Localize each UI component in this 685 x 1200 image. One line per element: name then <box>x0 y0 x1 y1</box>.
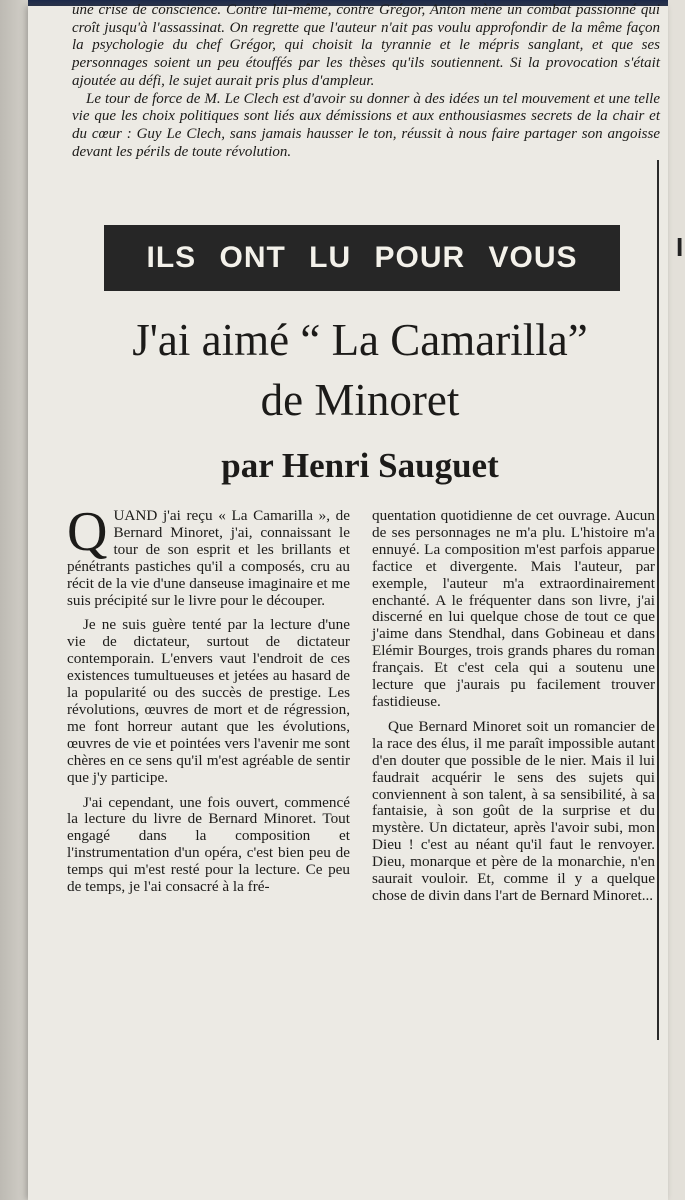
article-paragraph: Je ne suis guère tenté par la lecture d'une vie de dictateur, surtout de dictateur contemporain. L'envers vaut l'endroit de ces existences tumultueuses et jetées au hasard de la popularité ou des succès de prestige. Les révolutions, œuvres de mort et de régression, me font horreur autant que les évolutions, œuvres de vie et pointées vers l'avenir me sont chères en ce sens qu'il m'est agréable de sentir que j'y participe. <box>67 616 350 786</box>
section-banner <box>104 225 620 291</box>
left-page-edge <box>0 0 28 1200</box>
article-paragraph: Que Bernard Minoret soit un romancier de la race des élus, il me paraît impossible autant d'en douter que possible de le nier. Mais il lui faudrait acquérir le sens des sujets qui conviennent à son talent, à sa sensibilité, à sa fantaisie, à son goût de la surprise et du mystère. Un dictateur, après l'avoir subi, mon Dieu ! c'est au néant qu'il faut le renvoyer. Dieu, monarque et père de la monarchie, n'en saurait vouloir. Et, comme il y a quelque chose de divin dans l'art de Bernard Minoret... <box>372 717 655 904</box>
article-headline <box>40 310 680 430</box>
right-page-edge <box>668 0 685 1200</box>
intro-paragraph: une crise de conscience. Contre lui-même, contre Grégor, Anton mène un combat passionné qui croît jusqu'à l'assassinat. On regrette que l'auteur n'ait pas voulu approfondir de la même façon la psychologie du chef Grégor, qui choisit la tyrannie et le mépris sanglant, et que ses personnages soient un peu étouffés par les thèses qu'ils soutiennent. Si la provocation s'était ajoutée au défi, le sujet aurait pris plus d'ampleur. <box>72 2 660 89</box>
headline-line-2: de Minoret <box>260 375 460 425</box>
column-rule <box>657 160 659 1040</box>
article-byline: par Henri Sauguet <box>221 446 499 485</box>
article-column-left <box>67 501 350 904</box>
article-paragraph <box>67 501 350 609</box>
banner-text: ILS ONT LU POUR VOUS <box>146 241 578 274</box>
intro-paragraph: Le tour de force de M. Le Clech est d'avoir su donner à des idées un tel mouvement et une telle vie que les choix politiques sont liés aux démissions et aux enthousiasmes secrets de la chair et du cœur : Guy Le Clech, sans jamais hausser le ton, réussit à nous faire partager son angoisse devant les périls de toute révolution. <box>72 90 660 160</box>
previous-article-end <box>72 2 660 161</box>
article-paragraph: quentation quotidienne de cet ouvrage. Aucun de ses personnages ne m'a plu. L'histoire m'a ennuyé. La composition m'est parfois apparue factice et divergente. Mais l'auteur, par exemple, l'auteur m'a extraordinairement enchanté. A le fréquenter dans son livre, j'ai discerné en lui quelque chose de tout ce que j'aime dans Stendhal, dans Gobineau et dans Elémir Bourges, trois grands phares du roman français. Et c'est cela qui a soutenu une lecture que j'aurais pu facilement trouver fastidieuse. <box>372 507 655 710</box>
article-paragraph-text: UAND j'ai reçu « La Camarilla », de Bernard Minoret, j'ai, connaissant le tour de son esprit et les brillants et pénétrants pastiches qu'il a composés, cru au récit de la vie d'une danseuse imaginaire et me suis précipité sur le livre pour le découper. <box>67 507 350 609</box>
article-column-right <box>372 508 655 913</box>
article-paragraph: J'ai cependant, une fois ouvert, commencé la lecture du livre de Bernard Minoret. Tout engagé dans la composition et l'instrumentation d'un opéra, c'est bien peu de temps qui m'est resté pour la lecture. Ce peu de temps, je l'ai consacré à la fré- <box>67 793 350 896</box>
adjacent-column-fragment: I <box>676 232 684 262</box>
headline-line-1: J'ai aimé “ La Camarilla” <box>132 315 588 365</box>
drop-cap: Q <box>67 501 108 563</box>
